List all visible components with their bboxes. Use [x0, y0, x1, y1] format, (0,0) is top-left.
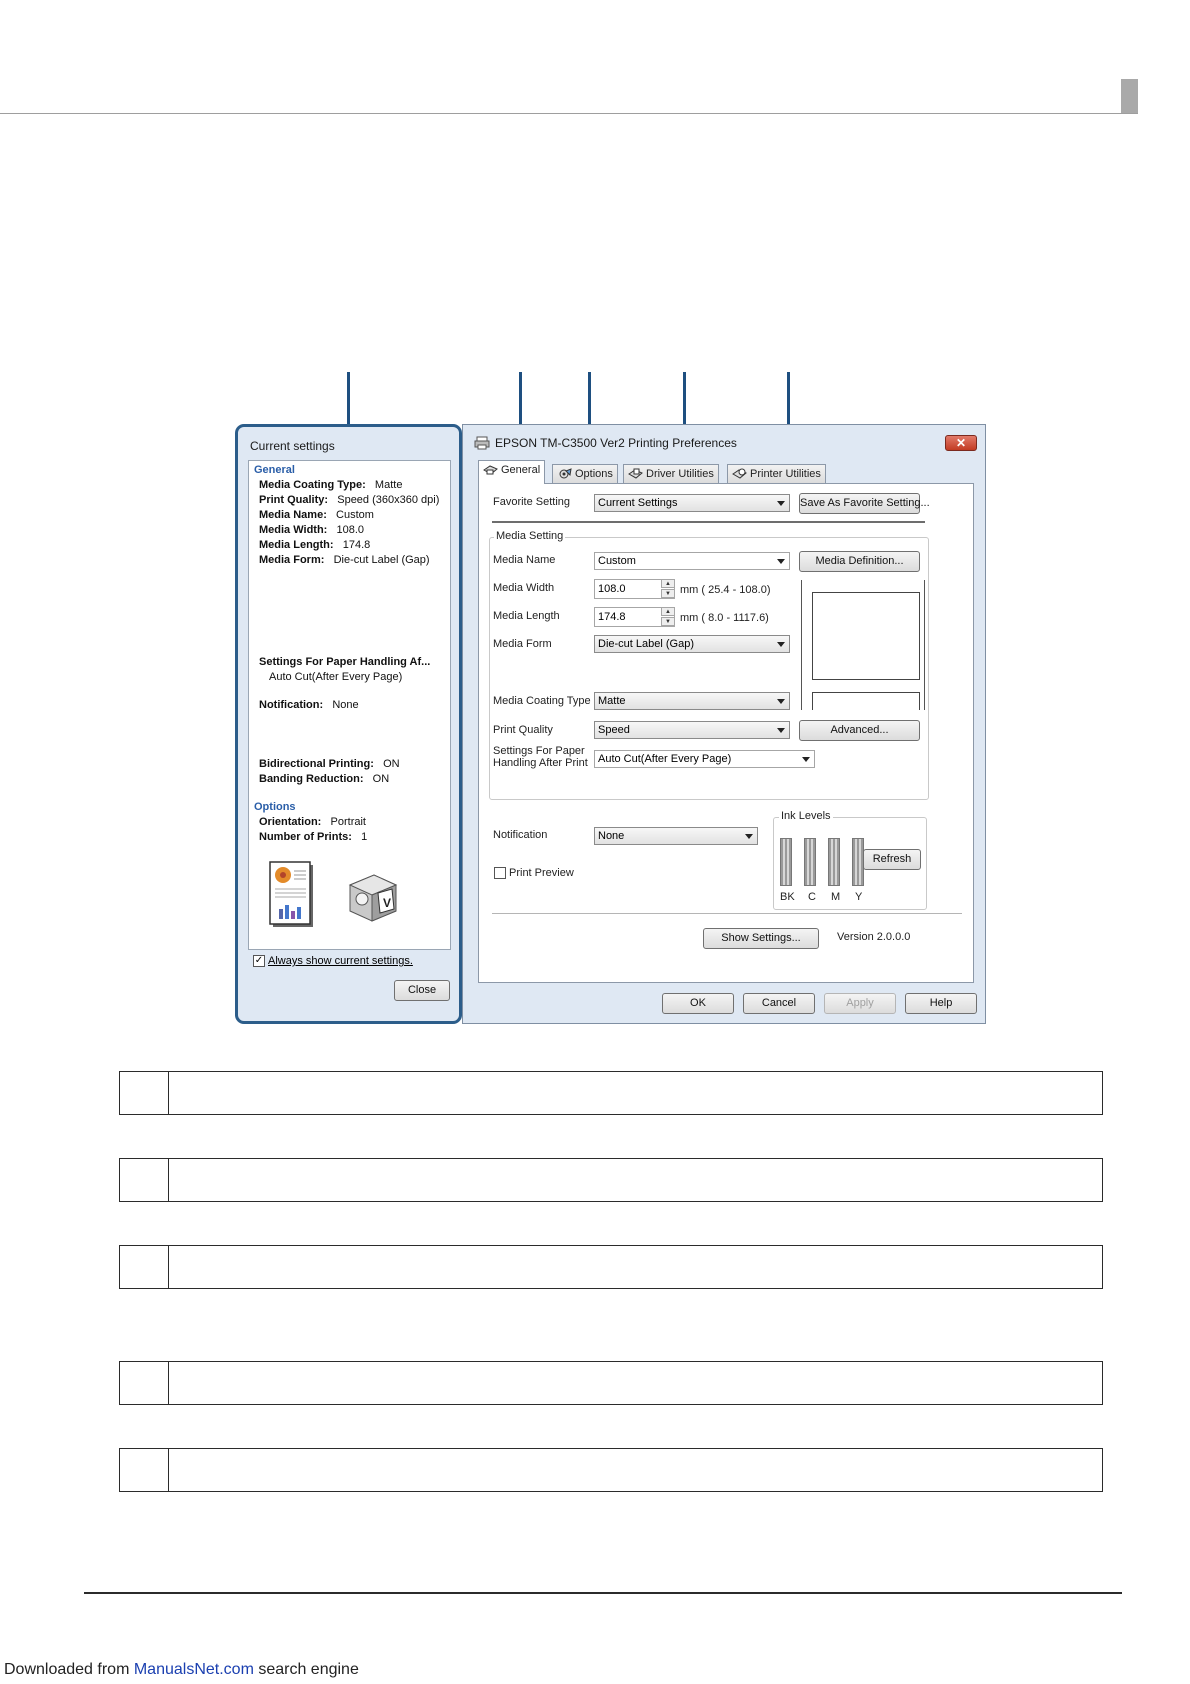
- ink-label-bk: BK: [780, 891, 795, 903]
- key-row-1: [119, 1071, 1103, 1115]
- always-show-label: Always show current settings.: [268, 955, 413, 967]
- general-setting-row: [259, 539, 370, 551]
- always-show-check-icon: ✓: [254, 955, 264, 966]
- media-preview-label-2: [812, 692, 920, 710]
- download-prefix: Downloaded from: [4, 1661, 134, 1678]
- prints-row: Number of Prints: 1: [259, 831, 368, 843]
- ink-label-m: M: [831, 891, 841, 903]
- refresh-button[interactable]: Refresh: [863, 849, 921, 870]
- general-setting-value: Speed (360x360 dpi): [337, 494, 440, 506]
- chevron-down-icon: [777, 559, 785, 564]
- current-settings-list: [248, 460, 451, 950]
- dialog-close-button[interactable]: ✕: [945, 435, 977, 451]
- media-name-value: Custom: [598, 555, 636, 567]
- print-preview-checkbox[interactable]: [494, 867, 574, 879]
- key-row-5: [119, 1448, 1103, 1492]
- media-form-select[interactable]: [594, 635, 790, 653]
- general-setting-value: 108.0: [336, 524, 365, 536]
- general-setting-label: Media Coating Type:: [259, 479, 366, 491]
- notification-label: Notification: [493, 829, 548, 841]
- chevron-down-icon: [802, 757, 810, 762]
- printer-title-icon: [474, 436, 490, 450]
- current-settings-title: Current settings: [250, 439, 335, 453]
- paper-handling-label-line-2: Handling After Print: [493, 757, 588, 769]
- key-row-2: [119, 1158, 1103, 1202]
- general-setting-label: Media Name:: [259, 509, 327, 521]
- key-number-cell: [120, 1449, 169, 1491]
- spin-down-icon[interactable]: ▼: [661, 589, 675, 598]
- svg-text:V: V: [383, 896, 392, 910]
- options-tab-icon: [557, 468, 572, 480]
- ok-button[interactable]: OK: [662, 993, 734, 1014]
- paper-handling-label-line-1: Settings For Paper: [493, 745, 585, 757]
- favorite-setting-label: Favorite Setting: [493, 496, 571, 508]
- chevron-down-icon: [777, 642, 785, 647]
- ink-levels-group-label: Ink Levels: [781, 810, 831, 822]
- general-setting-row: [259, 509, 374, 521]
- header-tab-marker: [1121, 79, 1138, 113]
- media-length-input[interactable]: [594, 607, 675, 627]
- paper-handling-value: Auto Cut(After Every Page): [269, 671, 403, 683]
- media-width-input[interactable]: [594, 579, 675, 599]
- spin-down-icon[interactable]: ▼: [661, 617, 675, 626]
- media-preview: [801, 580, 925, 710]
- ink-bar-bk: [780, 838, 792, 886]
- media-width-value: 108.0: [598, 583, 626, 595]
- media-width-label: Media Width: [493, 582, 555, 594]
- ink-label-c: C: [808, 891, 816, 903]
- general-tab-page: [478, 483, 974, 983]
- show-settings-button[interactable]: Show Settings...: [703, 928, 819, 949]
- media-coating-label: Media Coating Type: [493, 695, 591, 707]
- general-setting-row: [259, 554, 430, 566]
- paper-handling-label: Settings For Paper Handling Af...: [259, 656, 431, 668]
- options-heading: Options: [254, 801, 296, 813]
- favorite-setting-select[interactable]: [594, 494, 790, 512]
- media-name-select[interactable]: [594, 552, 790, 570]
- tab-driver-utilities-label: Driver Utilities: [646, 468, 714, 480]
- paper-handling-select[interactable]: [594, 750, 815, 768]
- tab-driver-utilities[interactable]: [623, 464, 719, 483]
- print-quality-value: Speed: [598, 724, 630, 736]
- chevron-down-icon: [777, 501, 785, 506]
- general-setting-value: Die-cut Label (Gap): [333, 554, 430, 566]
- spin-up-icon[interactable]: ▲: [661, 579, 675, 588]
- tab-options-label: Options: [575, 468, 613, 480]
- media-length-label: Media Length: [493, 610, 560, 622]
- paper-handling-value: Auto Cut(After Every Page): [598, 753, 732, 765]
- media-name-label: Media Name: [493, 554, 556, 566]
- chevron-down-icon: [745, 834, 753, 839]
- tab-printer-utilities-label: Printer Utilities: [750, 468, 821, 480]
- general-setting-value: Matte: [374, 479, 403, 491]
- printer-utilities-tab-icon: [732, 468, 747, 480]
- general-setting-row: [259, 479, 402, 491]
- media-form-value: Die-cut Label (Gap): [598, 638, 694, 650]
- tab-general[interactable]: [478, 460, 545, 484]
- paper-handling-label: [493, 745, 588, 769]
- ink-bar-c: [804, 838, 816, 886]
- media-definition-button[interactable]: Media Definition...: [799, 551, 920, 572]
- media-coating-value: Matte: [598, 695, 626, 707]
- chevron-down-icon: [777, 728, 785, 733]
- spin-up-icon[interactable]: ▲: [661, 607, 675, 616]
- driver-utilities-tab-icon: [628, 468, 643, 480]
- download-note: [4, 1661, 359, 1679]
- general-setting-label: Media Form:: [259, 554, 325, 566]
- notification-row: Notification: None: [259, 699, 359, 711]
- print-preview-check-icon: [494, 867, 506, 879]
- general-setting-row: [259, 494, 439, 506]
- always-show-checkbox[interactable]: [253, 955, 413, 967]
- favorite-setting-value: Current Settings: [598, 497, 678, 509]
- dialog-title: EPSON TM-C3500 Ver2 Printing Preferences: [495, 436, 737, 450]
- key-number-cell: [120, 1159, 169, 1201]
- apply-button[interactable]: Apply: [824, 993, 896, 1014]
- bidirectional-row: Bidirectional Printing: ON: [259, 758, 400, 770]
- version-label: Version 2.0.0.0: [837, 931, 911, 943]
- general-setting-label: Media Length:: [259, 539, 334, 551]
- download-link[interactable]: ManualsNet.com: [133, 1661, 254, 1678]
- favorite-separator: [492, 521, 925, 523]
- general-tab-icon: [483, 464, 498, 476]
- print-quality-label: Print Quality: [493, 724, 553, 736]
- callout-line-current-settings: [347, 372, 350, 424]
- download-suffix: search engine: [253, 1661, 359, 1678]
- media-width-range: mm ( 25.4 - 108.0): [680, 584, 771, 596]
- key-number-cell: [120, 1072, 169, 1114]
- general-setting-label: Print Quality:: [259, 494, 329, 506]
- media-coating-select[interactable]: [594, 692, 790, 710]
- portrait-page-icon: [269, 861, 315, 929]
- media-length-value: 174.8: [598, 611, 626, 623]
- help-button[interactable]: Help: [905, 993, 977, 1014]
- key-row-3: [119, 1245, 1103, 1289]
- ink-label-y: Y: [855, 891, 863, 903]
- cancel-button[interactable]: Cancel: [743, 993, 815, 1014]
- notification-value: None: [598, 830, 625, 842]
- media-setting-group-label: Media Setting: [496, 530, 564, 542]
- key-row-4: [119, 1361, 1103, 1405]
- general-heading: General: [254, 464, 295, 476]
- print-quality-select[interactable]: [594, 721, 790, 739]
- current-settings-panel: [235, 424, 462, 1024]
- save-favorite-button[interactable]: Save As Favorite Setting...: [799, 493, 920, 514]
- notification-select[interactable]: [594, 827, 758, 845]
- orientation-row: Orientation: Portrait: [259, 816, 366, 828]
- printer-icon: [344, 871, 400, 923]
- header-rule: [0, 113, 1138, 114]
- tab-printer-utilities[interactable]: [727, 464, 826, 483]
- media-length-range: mm ( 8.0 - 1117.6): [680, 612, 769, 624]
- tab-options[interactable]: [552, 464, 618, 483]
- footer-rule: [84, 1592, 1122, 1594]
- printing-preferences-dialog: [462, 424, 986, 1024]
- advanced-button[interactable]: Advanced...: [799, 720, 920, 741]
- banding-row: Banding Reduction: ON: [259, 773, 390, 785]
- print-preview-label: Print Preview: [509, 867, 574, 879]
- media-preview-label-1: [812, 592, 920, 680]
- general-setting-label: Media Width:: [259, 524, 328, 536]
- media-form-label: Media Form: [493, 638, 552, 650]
- bottom-separator: [492, 913, 962, 914]
- general-setting-value: Custom: [336, 509, 374, 521]
- key-number-cell: [120, 1246, 169, 1288]
- chevron-down-icon: [777, 699, 785, 704]
- ink-bar-m: [828, 838, 840, 886]
- general-setting-value: 174.8: [342, 539, 371, 551]
- close-settings-button[interactable]: Close: [394, 980, 450, 1001]
- key-number-cell: [120, 1362, 169, 1404]
- general-setting-row: [259, 524, 364, 536]
- tab-general-label: General: [501, 464, 541, 476]
